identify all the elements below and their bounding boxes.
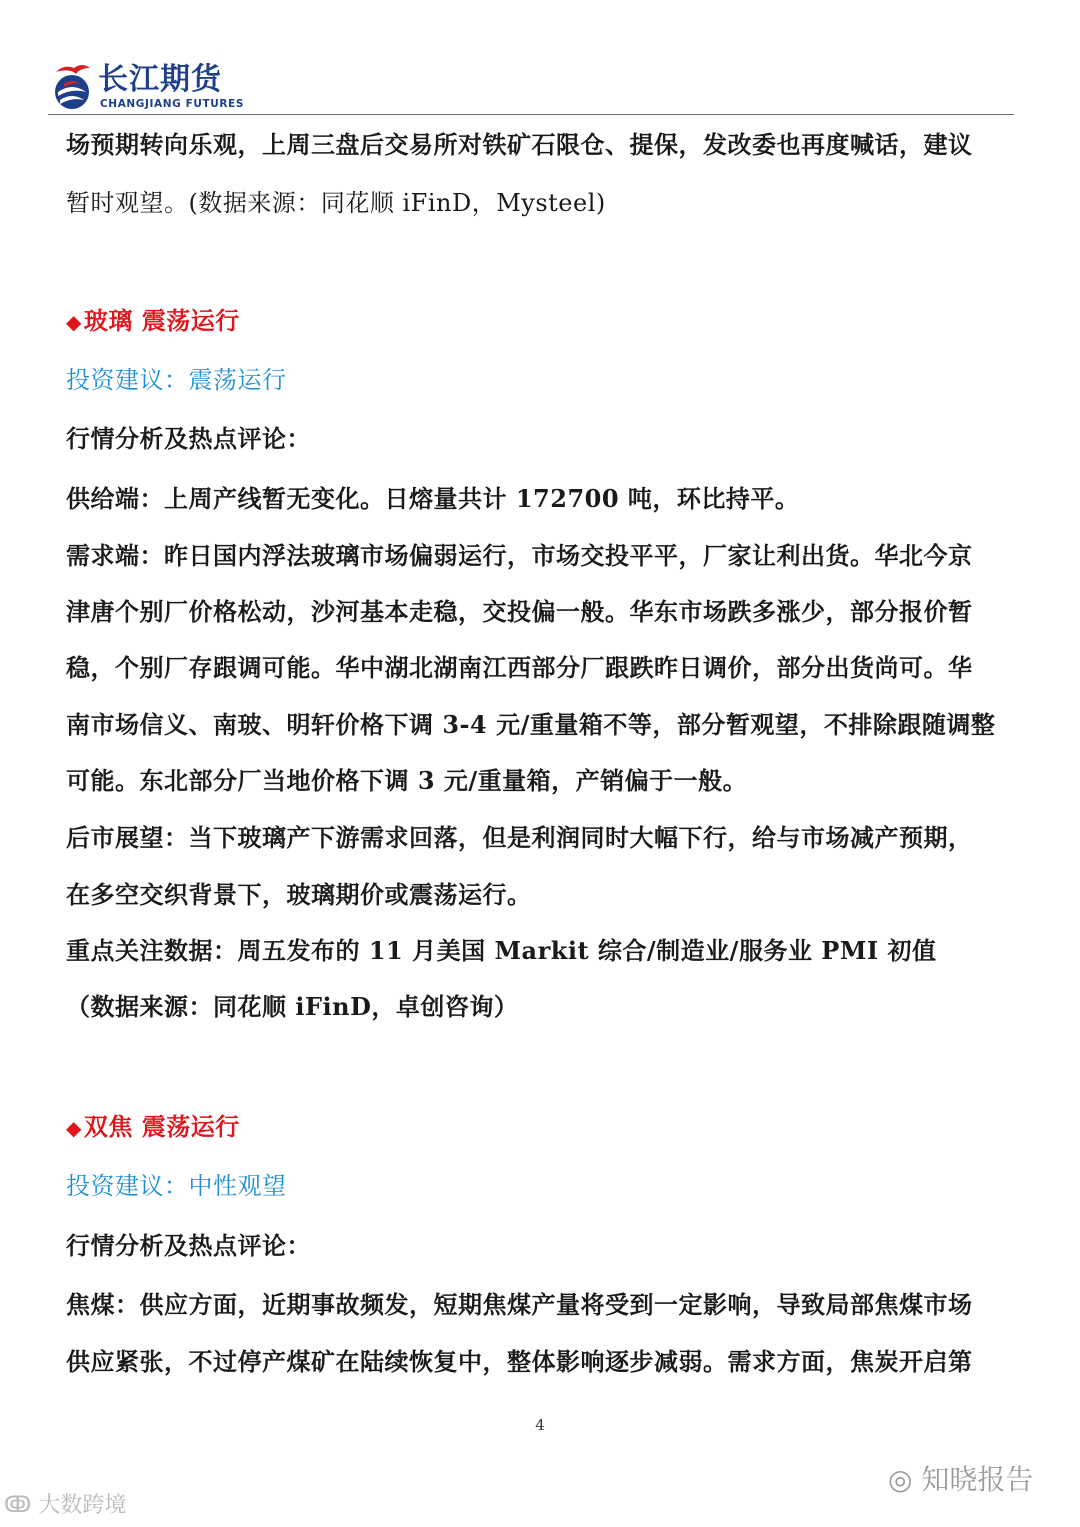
watermark-right: ◎ 知晓报告 bbox=[888, 1463, 1034, 1496]
diamond-bullet-icon: ◆ bbox=[66, 310, 82, 334]
logo-emblem-icon bbox=[50, 62, 94, 112]
supply-line: 供给端：上周产线暂无变化。日熔量共计 172700 吨，环比持平。 bbox=[66, 484, 800, 513]
page-number: 4 bbox=[535, 1416, 545, 1434]
outlook-line: 后市展望：当下玻璃产下游需求回落，但是利润同时大幅下行，给与市场减产预期， bbox=[66, 823, 973, 852]
diamond-bullet-icon: ◆ bbox=[66, 1116, 82, 1140]
coking-coal-line: 供应紧张，不过停产煤矿在陆续恢复中，整体影响逐步减弱。需求方面，焦炭开启第 bbox=[66, 1347, 973, 1376]
outlook-line: 在多空交织背景下，玻璃期价或震荡运行。 bbox=[66, 880, 532, 909]
coking-coal-line: 焦煤：供应方面，近期事故频发，短期焦煤产量将受到一定影响，导致局部焦煤市场 bbox=[66, 1290, 973, 1319]
section-heading-glass bbox=[66, 306, 240, 337]
section-heading-coke bbox=[66, 1112, 240, 1143]
brand-name-cn: 长江期货 bbox=[98, 62, 222, 97]
investment-advice: 投资建议：中性观望 bbox=[66, 1172, 287, 1200]
brand-name-en: CHANGJIANG FUTURES bbox=[100, 98, 245, 110]
analysis-label: 行情分析及热点评论： bbox=[66, 424, 311, 453]
demand-line: 可能。东北部分厂当地价格下调 3 元/重量箱，产销偏于一般。 bbox=[66, 766, 748, 795]
watermark-left: ↂ 大数跨境 bbox=[4, 1493, 127, 1518]
section-title: 玻璃 震荡运行 bbox=[83, 306, 240, 335]
demand-line: 津唐个别厂价格松动，沙河基本走稳，交投偏一般。华东市场跌多涨少，部分报价暂 bbox=[66, 597, 973, 626]
section-title: 双焦 震荡运行 bbox=[83, 1112, 240, 1141]
demand-line: 南市场信义、南玻、明轩价格下调 3-4 元/重量箱不等，部分暂观望，不排除跟随调整 bbox=[66, 710, 996, 739]
analysis-label: 行情分析及热点评论： bbox=[66, 1231, 311, 1260]
demand-line: 稳，个别厂存跟调可能。华中湖北湖南江西部分厂跟跌昨日调价，部分出货尚可。华 bbox=[66, 653, 973, 682]
investment-advice: 投资建议：震荡运行 bbox=[66, 366, 287, 394]
intro-line: 暂时观望。(数据来源：同花顺 iFinD，Mysteel) bbox=[66, 189, 606, 217]
wechat-icon: ◎ bbox=[888, 1463, 913, 1496]
weibo-icon: ↂ bbox=[4, 1493, 32, 1518]
demand-line: 需求端：昨日国内浮法玻璃市场偏弱运行，市场交投平平，厂家让利出货。华北今京 bbox=[66, 541, 973, 570]
key-data-line: 重点关注数据：周五发布的 11 月美国 Markit 综合/制造业/服务业 PMI 初值 bbox=[66, 936, 937, 965]
data-source-line: （数据来源：同花顺 iFinD，卓创咨询） bbox=[66, 992, 519, 1021]
header-divider bbox=[48, 114, 1014, 115]
intro-line: 场预期转向乐观，上周三盘后交易所对铁矿石限仓、提保，发改委也再度喊话，建议 bbox=[66, 130, 973, 159]
brand-logo bbox=[50, 62, 250, 114]
